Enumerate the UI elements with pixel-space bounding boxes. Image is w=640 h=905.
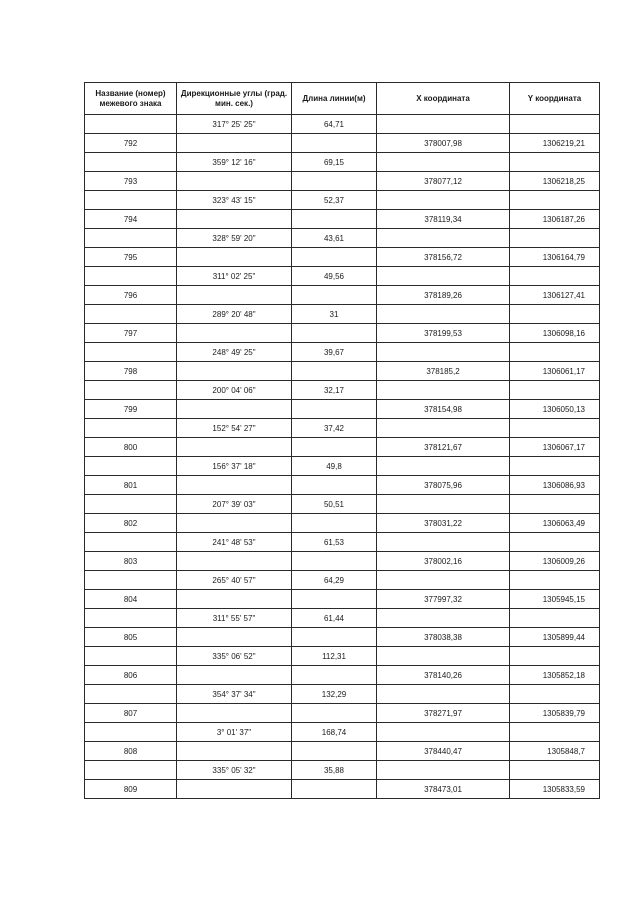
cell-mark-name: 797 xyxy=(85,324,177,343)
table-row xyxy=(85,286,600,305)
cell-direction-angle: 265° 40' 57" xyxy=(177,571,292,590)
table-row xyxy=(85,134,600,153)
cell-mark-name xyxy=(85,115,177,134)
cell-line-length xyxy=(292,286,377,305)
table-row xyxy=(85,267,600,286)
cell-y-coordinate xyxy=(510,267,600,286)
cell-line-length xyxy=(292,438,377,457)
table-header-row xyxy=(85,83,600,115)
table-row xyxy=(85,324,600,343)
table-row xyxy=(85,723,600,742)
table-row xyxy=(85,400,600,419)
cell-x-coordinate xyxy=(377,533,510,552)
cell-x-coordinate xyxy=(377,343,510,362)
cell-y-coordinate: 1306164,79 xyxy=(510,248,600,267)
cell-x-coordinate xyxy=(377,609,510,628)
cell-mark-name: 798 xyxy=(85,362,177,381)
cell-line-length xyxy=(292,704,377,723)
cell-y-coordinate xyxy=(510,305,600,324)
cell-line-length: 69,15 xyxy=(292,153,377,172)
cell-mark-name xyxy=(85,495,177,514)
table-row xyxy=(85,438,600,457)
cell-direction-angle xyxy=(177,400,292,419)
cell-x-coordinate: 378140,26 xyxy=(377,666,510,685)
cell-direction-angle xyxy=(177,286,292,305)
cell-mark-name xyxy=(85,647,177,666)
cell-line-length: 37,42 xyxy=(292,419,377,438)
cell-direction-angle: 311° 02' 25" xyxy=(177,267,292,286)
cell-direction-angle xyxy=(177,210,292,229)
cell-line-length: 61,53 xyxy=(292,533,377,552)
cell-y-coordinate: 1306187,26 xyxy=(510,210,600,229)
cell-y-coordinate: 1306218,25 xyxy=(510,172,600,191)
boundary-marks-table xyxy=(84,82,600,799)
cell-direction-angle: 323° 43' 15" xyxy=(177,191,292,210)
cell-line-length xyxy=(292,324,377,343)
cell-y-coordinate: 1306098,16 xyxy=(510,324,600,343)
cell-direction-angle xyxy=(177,438,292,457)
cell-mark-name xyxy=(85,457,177,476)
cell-direction-angle xyxy=(177,248,292,267)
table-row xyxy=(85,248,600,267)
cell-direction-angle: 335° 05' 32" xyxy=(177,761,292,780)
cell-direction-angle xyxy=(177,514,292,533)
table-row xyxy=(85,210,600,229)
cell-line-length xyxy=(292,400,377,419)
cell-y-coordinate xyxy=(510,115,600,134)
cell-direction-angle xyxy=(177,590,292,609)
cell-mark-name: 793 xyxy=(85,172,177,191)
cell-line-length: 49,56 xyxy=(292,267,377,286)
cell-x-coordinate: 378007,98 xyxy=(377,134,510,153)
cell-y-coordinate xyxy=(510,723,600,742)
cell-x-coordinate xyxy=(377,723,510,742)
table-row xyxy=(85,343,600,362)
cell-direction-angle: 335° 06' 52" xyxy=(177,647,292,666)
cell-direction-angle: 311° 55' 57" xyxy=(177,609,292,628)
table-row xyxy=(85,685,600,704)
cell-line-length: 52,37 xyxy=(292,191,377,210)
cell-direction-angle xyxy=(177,552,292,571)
cell-mark-name: 807 xyxy=(85,704,177,723)
cell-x-coordinate: 378185,2 xyxy=(377,362,510,381)
cell-x-coordinate xyxy=(377,419,510,438)
cell-y-coordinate: 1306086,93 xyxy=(510,476,600,495)
cell-direction-angle xyxy=(177,704,292,723)
cell-direction-angle: 289° 20' 48" xyxy=(177,305,292,324)
cell-y-coordinate: 1305852,18 xyxy=(510,666,600,685)
cell-mark-name xyxy=(85,609,177,628)
cell-mark-name: 801 xyxy=(85,476,177,495)
cell-x-coordinate xyxy=(377,495,510,514)
cell-line-length: 168,74 xyxy=(292,723,377,742)
cell-line-length: 43,61 xyxy=(292,229,377,248)
cell-x-coordinate xyxy=(377,153,510,172)
cell-x-coordinate xyxy=(377,571,510,590)
cell-mark-name xyxy=(85,343,177,362)
cell-mark-name: 808 xyxy=(85,742,177,761)
cell-line-length xyxy=(292,248,377,267)
cell-x-coordinate: 378189,26 xyxy=(377,286,510,305)
cell-line-length xyxy=(292,134,377,153)
table-row xyxy=(85,305,600,324)
cell-y-coordinate: 1306061,17 xyxy=(510,362,600,381)
cell-mark-name: 796 xyxy=(85,286,177,305)
cell-line-length: 64,71 xyxy=(292,115,377,134)
cell-direction-angle xyxy=(177,628,292,647)
cell-y-coordinate: 1306050,13 xyxy=(510,400,600,419)
header-line-length: Длина линии(м) xyxy=(292,83,377,115)
cell-mark-name xyxy=(85,381,177,400)
cell-mark-name: 806 xyxy=(85,666,177,685)
cell-line-length xyxy=(292,590,377,609)
cell-mark-name xyxy=(85,761,177,780)
table-row xyxy=(85,761,600,780)
table-row xyxy=(85,381,600,400)
cell-y-coordinate: 1305833,59 xyxy=(510,780,600,799)
header-direction-angle: Дирекционные углы (град. мин. сек.) xyxy=(177,83,292,115)
cell-y-coordinate xyxy=(510,533,600,552)
table-row xyxy=(85,457,600,476)
cell-y-coordinate xyxy=(510,647,600,666)
table-row xyxy=(85,419,600,438)
table-row xyxy=(85,191,600,210)
cell-line-length: 32,17 xyxy=(292,381,377,400)
cell-mark-name: 799 xyxy=(85,400,177,419)
table-row xyxy=(85,533,600,552)
cell-x-coordinate: 378031,22 xyxy=(377,514,510,533)
cell-x-coordinate xyxy=(377,761,510,780)
header-x-coordinate: X координата xyxy=(377,83,510,115)
cell-y-coordinate xyxy=(510,343,600,362)
cell-y-coordinate: 1306067,17 xyxy=(510,438,600,457)
cell-mark-name: 809 xyxy=(85,780,177,799)
cell-x-coordinate: 378199,53 xyxy=(377,324,510,343)
cell-line-length xyxy=(292,476,377,495)
table-row xyxy=(85,571,600,590)
cell-direction-angle xyxy=(177,666,292,685)
cell-line-length xyxy=(292,666,377,685)
cell-y-coordinate xyxy=(510,495,600,514)
table-row xyxy=(85,362,600,381)
cell-mark-name: 804 xyxy=(85,590,177,609)
cell-x-coordinate: 378121,67 xyxy=(377,438,510,457)
cell-x-coordinate: 378075,96 xyxy=(377,476,510,495)
table-row xyxy=(85,495,600,514)
cell-line-length xyxy=(292,628,377,647)
cell-direction-angle: 200° 04' 06" xyxy=(177,381,292,400)
cell-x-coordinate xyxy=(377,267,510,286)
cell-x-coordinate: 378440,47 xyxy=(377,742,510,761)
cell-x-coordinate xyxy=(377,457,510,476)
cell-x-coordinate: 378473,01 xyxy=(377,780,510,799)
cell-direction-angle: 207° 39' 03" xyxy=(177,495,292,514)
cell-x-coordinate: 378119,34 xyxy=(377,210,510,229)
table-row xyxy=(85,590,600,609)
cell-mark-name xyxy=(85,153,177,172)
table-row xyxy=(85,476,600,495)
cell-mark-name: 795 xyxy=(85,248,177,267)
cell-x-coordinate: 378156,72 xyxy=(377,248,510,267)
cell-x-coordinate xyxy=(377,115,510,134)
table-row xyxy=(85,742,600,761)
cell-direction-angle: 241° 48' 53" xyxy=(177,533,292,552)
cell-direction-angle: 156° 37' 18" xyxy=(177,457,292,476)
cell-line-length xyxy=(292,172,377,191)
table-row xyxy=(85,115,600,134)
cell-y-coordinate: 1305899,44 xyxy=(510,628,600,647)
cell-y-coordinate xyxy=(510,381,600,400)
cell-line-length xyxy=(292,780,377,799)
cell-mark-name: 805 xyxy=(85,628,177,647)
cell-x-coordinate xyxy=(377,305,510,324)
cell-direction-angle xyxy=(177,780,292,799)
cell-direction-angle xyxy=(177,742,292,761)
cell-line-length xyxy=(292,210,377,229)
cell-mark-name xyxy=(85,533,177,552)
cell-direction-angle xyxy=(177,134,292,153)
table-row xyxy=(85,172,600,191)
cell-mark-name xyxy=(85,685,177,704)
cell-mark-name xyxy=(85,191,177,210)
cell-line-length: 61,44 xyxy=(292,609,377,628)
cell-direction-angle: 3° 01' 37" xyxy=(177,723,292,742)
cell-x-coordinate: 377997,32 xyxy=(377,590,510,609)
cell-y-coordinate: 1306219,21 xyxy=(510,134,600,153)
cell-y-coordinate xyxy=(510,153,600,172)
cell-y-coordinate: 1306127,41 xyxy=(510,286,600,305)
cell-direction-angle: 152° 54' 27" xyxy=(177,419,292,438)
cell-line-length xyxy=(292,552,377,571)
header-y-coordinate: Y координата xyxy=(510,83,600,115)
table-row xyxy=(85,609,600,628)
cell-mark-name: 802 xyxy=(85,514,177,533)
cell-line-length xyxy=(292,742,377,761)
cell-mark-name: 792 xyxy=(85,134,177,153)
cell-line-length: 49,8 xyxy=(292,457,377,476)
header-mark-name: Название (номер) межевого знака xyxy=(85,83,177,115)
cell-direction-angle xyxy=(177,172,292,191)
cell-mark-name xyxy=(85,267,177,286)
cell-line-length: 39,67 xyxy=(292,343,377,362)
cell-y-coordinate xyxy=(510,419,600,438)
cell-line-length xyxy=(292,514,377,533)
cell-x-coordinate: 378002,16 xyxy=(377,552,510,571)
cell-line-length: 64,29 xyxy=(292,571,377,590)
cell-y-coordinate xyxy=(510,571,600,590)
cell-mark-name: 794 xyxy=(85,210,177,229)
cell-y-coordinate xyxy=(510,229,600,248)
cell-y-coordinate: 1306009,26 xyxy=(510,552,600,571)
table-row xyxy=(85,647,600,666)
cell-x-coordinate: 378271,97 xyxy=(377,704,510,723)
cell-y-coordinate: 1305848,7 xyxy=(510,742,600,761)
cell-line-length: 31 xyxy=(292,305,377,324)
cell-direction-angle xyxy=(177,362,292,381)
table-row xyxy=(85,552,600,571)
cell-line-length: 112,31 xyxy=(292,647,377,666)
cell-line-length: 35,88 xyxy=(292,761,377,780)
cell-direction-angle: 328° 59' 20" xyxy=(177,229,292,248)
cell-line-length: 50,51 xyxy=(292,495,377,514)
cell-mark-name xyxy=(85,419,177,438)
table-row xyxy=(85,514,600,533)
cell-x-coordinate xyxy=(377,647,510,666)
cell-line-length: 132,29 xyxy=(292,685,377,704)
cell-x-coordinate xyxy=(377,191,510,210)
cell-x-coordinate: 378038,38 xyxy=(377,628,510,647)
cell-y-coordinate: 1305945,15 xyxy=(510,590,600,609)
cell-x-coordinate xyxy=(377,381,510,400)
table-row xyxy=(85,153,600,172)
cell-y-coordinate xyxy=(510,191,600,210)
cell-x-coordinate: 378154,98 xyxy=(377,400,510,419)
cell-mark-name: 800 xyxy=(85,438,177,457)
cell-x-coordinate xyxy=(377,229,510,248)
cell-y-coordinate xyxy=(510,457,600,476)
cell-y-coordinate xyxy=(510,761,600,780)
cell-line-length xyxy=(292,362,377,381)
cell-direction-angle xyxy=(177,324,292,343)
table-row xyxy=(85,666,600,685)
cell-mark-name: 803 xyxy=(85,552,177,571)
cell-direction-angle: 354° 37' 34" xyxy=(177,685,292,704)
cell-x-coordinate xyxy=(377,685,510,704)
cell-mark-name xyxy=(85,723,177,742)
cell-direction-angle xyxy=(177,476,292,495)
cell-y-coordinate: 1305839,79 xyxy=(510,704,600,723)
table-row xyxy=(85,628,600,647)
cell-mark-name xyxy=(85,305,177,324)
cell-mark-name xyxy=(85,571,177,590)
table-row xyxy=(85,780,600,799)
cell-x-coordinate: 378077,12 xyxy=(377,172,510,191)
table-row xyxy=(85,229,600,248)
table-row xyxy=(85,704,600,723)
cell-mark-name xyxy=(85,229,177,248)
cell-y-coordinate: 1306063,49 xyxy=(510,514,600,533)
cell-y-coordinate xyxy=(510,609,600,628)
cell-y-coordinate xyxy=(510,685,600,704)
table-body xyxy=(85,115,600,799)
cell-direction-angle: 317° 25' 25" xyxy=(177,115,292,134)
cell-direction-angle: 359° 12' 16" xyxy=(177,153,292,172)
cell-direction-angle: 248° 49' 25" xyxy=(177,343,292,362)
